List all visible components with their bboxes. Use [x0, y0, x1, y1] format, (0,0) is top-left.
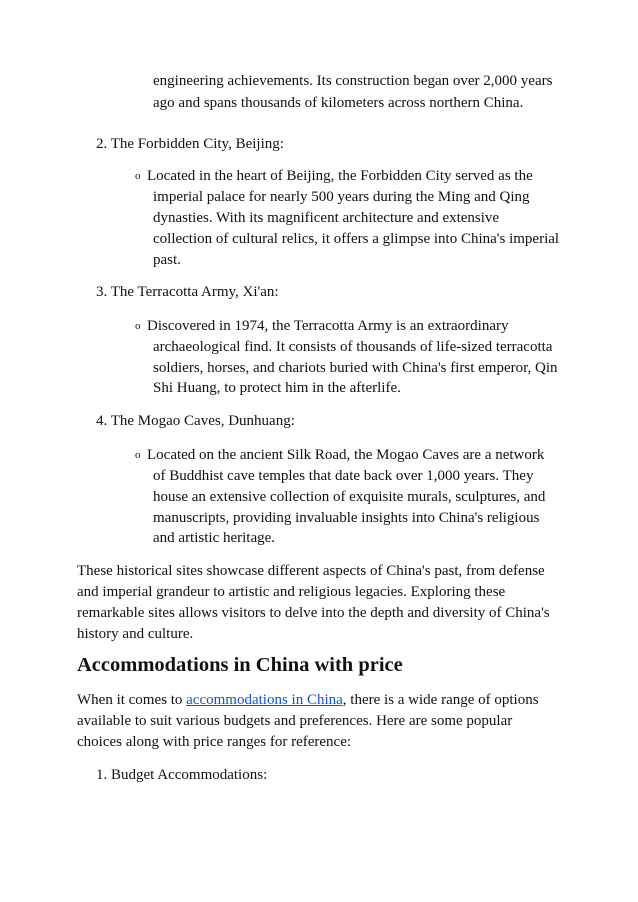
list-item-budget-accommodations: 1. Budget Accommodations:	[96, 767, 268, 783]
bullet-icon: o	[135, 449, 141, 461]
accommodations-intro-line-1	[77, 690, 567, 711]
forbidden-city-line-4: collection of cultural relics, it offers a glimpse into China's imperial	[153, 231, 560, 247]
summary-line-4: history and culture.	[77, 626, 194, 642]
intro-text-after-link: , there is a wide range of options	[342, 692, 539, 708]
forbidden-city-line-1: Located in the heart of Beijing, the Forbidden City served as the	[147, 168, 533, 184]
bullet-icon: o	[135, 320, 141, 332]
terracotta-line-3: soldiers, horses, and chariots buried with China's first emperor, Qin	[153, 360, 558, 376]
accommodations-link[interactable]: accommodations in China	[186, 692, 343, 708]
forbidden-city-line-5: past.	[153, 252, 181, 268]
terracotta-line-2: archaeological find. It consists of thousands of life-sized terracotta	[153, 339, 553, 355]
mogao-line-4: manuscripts, providing invaluable insights into China's religious	[153, 510, 540, 526]
mogao-line-5: and artistic heritage.	[153, 530, 276, 546]
bullet-icon: o	[135, 170, 141, 182]
mogao-line-2: of Buddhist cave temples that date back over 1,000 years. They	[153, 468, 534, 484]
list-item-mogao-caves: 4. The Mogao Caves, Dunhuang:	[96, 413, 295, 429]
summary-line-3: remarkable sites allows visitors to delve into the depth and diversity of China's	[77, 605, 550, 621]
summary-line-1: These historical sites showcase different aspects of China's past, from defense	[77, 563, 545, 579]
accommodations-intro-line-2: available to suit various budgets and preferences. Here are some popular	[77, 713, 513, 729]
intro-text-before-link: When it comes to	[77, 692, 187, 708]
list-item-forbidden-city: 2. The Forbidden City, Beijing:	[96, 136, 284, 152]
accommodations-intro-line-3: choices along with price ranges for reference:	[77, 734, 352, 750]
mogao-line-1: Located on the ancient Silk Road, the Mogao Caves are a network	[147, 447, 545, 463]
terracotta-line-4: Shi Huang, to protect him in the afterlife.	[153, 380, 401, 396]
section-heading: Accommodations in China with price	[77, 654, 403, 676]
forbidden-city-line-3: dynasties. With its magnificent architecture and extensive	[153, 210, 500, 226]
terracotta-line-1: Discovered in 1974, the Terracotta Army is an extraordinary	[147, 318, 509, 334]
summary-line-2: and imperial grandeur to artistic and religious legacies. Exploring these	[77, 584, 506, 600]
forbidden-city-line-2: imperial palace for nearly 500 years during the Ming and Qing	[153, 189, 530, 205]
intro-continuation-line-1: engineering achievements. Its construction began over 2,000 years	[153, 73, 553, 89]
mogao-line-3: house an extensive collection of exquisite murals, sculptures, and	[153, 489, 546, 505]
intro-continuation-line-2: ago and spans thousands of kilometers across northern China.	[153, 95, 524, 111]
list-item-terracotta-army: 3. The Terracotta Army, Xi'an:	[96, 284, 279, 300]
